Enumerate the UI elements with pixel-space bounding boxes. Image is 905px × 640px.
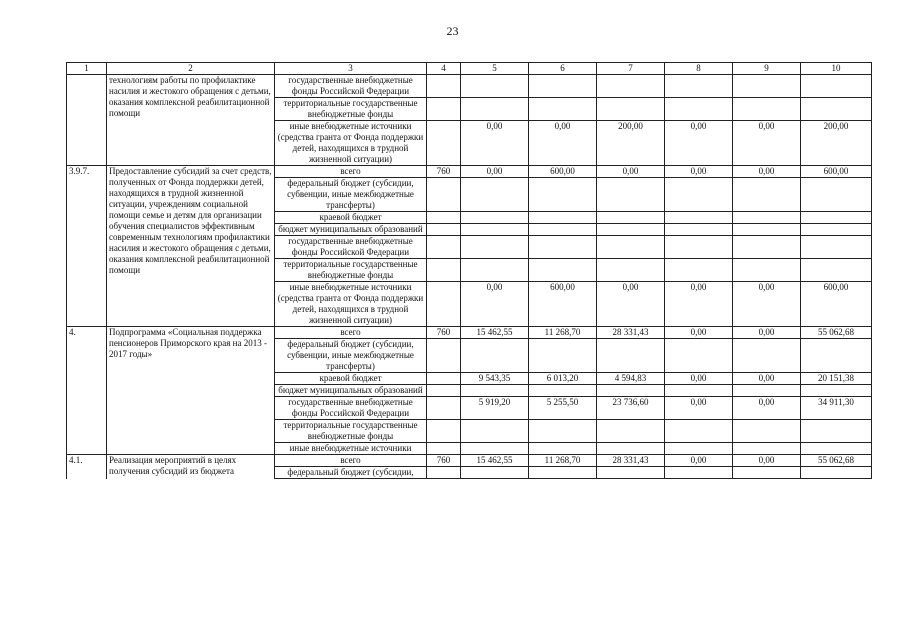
value-cell: [529, 420, 597, 443]
value-cell: 0,00: [733, 455, 801, 467]
value-cell: [801, 178, 872, 212]
value-cell: [665, 212, 733, 224]
value-cell: 55 062,68: [801, 327, 872, 339]
code-cell: [427, 467, 461, 479]
value-cell: 28 331,43: [597, 455, 665, 467]
code-cell: [427, 373, 461, 385]
value-cell: [733, 420, 801, 443]
budget-table: [66, 62, 872, 479]
funding-source-cell: государственные внебюджетные фонды Российской Федерации: [275, 397, 427, 420]
code-cell: [427, 236, 461, 259]
value-cell: [461, 467, 529, 479]
value-cell: [801, 467, 872, 479]
value-cell: [801, 98, 872, 121]
code-cell: 760: [427, 455, 461, 467]
funding-source-cell: государственные внебюджетные фонды Российской Федерации: [275, 236, 427, 259]
value-cell: [801, 212, 872, 224]
value-cell: [801, 443, 872, 455]
value-cell: [733, 98, 801, 121]
value-cell: [529, 236, 597, 259]
funding-source-cell: краевой бюджет: [275, 373, 427, 385]
value-cell: [665, 178, 733, 212]
item-title-cell: Реализация мероприятий в целях получения субсидий из бюджета: [107, 455, 275, 479]
value-cell: 0,00: [665, 397, 733, 420]
value-cell: [461, 236, 529, 259]
value-cell: 600,00: [529, 282, 597, 327]
value-cell: [801, 236, 872, 259]
value-cell: [733, 75, 801, 98]
code-cell: [427, 397, 461, 420]
value-cell: 15 462,55: [461, 327, 529, 339]
value-cell: [597, 212, 665, 224]
value-cell: [597, 420, 665, 443]
column-number-cell: 8: [665, 63, 733, 75]
value-cell: 5 919,20: [461, 397, 529, 420]
funding-source-cell: федеральный бюджет (субсидии, субвенции, иные межбюджетные трансферты): [275, 178, 427, 212]
item-number-cell: 4.1.: [67, 455, 107, 479]
column-number-cell: 7: [597, 63, 665, 75]
value-cell: [665, 443, 733, 455]
column-number-cell: 9: [733, 63, 801, 75]
value-cell: 9 543,35: [461, 373, 529, 385]
value-cell: [733, 385, 801, 397]
value-cell: [529, 75, 597, 98]
value-cell: [665, 224, 733, 236]
value-cell: 600,00: [529, 166, 597, 178]
code-cell: 760: [427, 327, 461, 339]
value-cell: [665, 385, 733, 397]
value-cell: 34 911,30: [801, 397, 872, 420]
value-cell: 5 255,50: [529, 397, 597, 420]
value-cell: [801, 385, 872, 397]
value-cell: [733, 467, 801, 479]
table-row: [67, 75, 872, 98]
code-cell: [427, 178, 461, 212]
value-cell: 4 594,83: [597, 373, 665, 385]
value-cell: 0,00: [665, 455, 733, 467]
value-cell: [461, 178, 529, 212]
item-number-cell: 3.9.7.: [67, 166, 107, 327]
value-cell: [597, 339, 665, 373]
value-cell: 55 062,68: [801, 455, 872, 467]
value-cell: 0,00: [529, 121, 597, 166]
value-cell: [597, 259, 665, 282]
funding-source-cell: всего: [275, 455, 427, 467]
value-cell: [461, 385, 529, 397]
column-number-cell: 2: [107, 63, 275, 75]
value-cell: [665, 259, 733, 282]
table-row: [67, 327, 872, 339]
value-cell: [529, 98, 597, 121]
value-cell: 0,00: [597, 166, 665, 178]
value-cell: 600,00: [801, 282, 872, 327]
value-cell: [461, 224, 529, 236]
item-number-cell: [67, 75, 107, 166]
value-cell: [597, 178, 665, 212]
value-cell: [597, 236, 665, 259]
value-cell: [461, 98, 529, 121]
value-cell: [665, 75, 733, 98]
code-cell: [427, 420, 461, 443]
value-cell: 0,00: [733, 327, 801, 339]
value-cell: [597, 467, 665, 479]
funding-source-cell: государственные внебюджетные фонды Российской Федерации: [275, 75, 427, 98]
funding-source-cell: территориальные государственные внебюджетные фонды: [275, 420, 427, 443]
value-cell: [665, 339, 733, 373]
value-cell: [733, 212, 801, 224]
value-cell: [529, 178, 597, 212]
value-cell: [461, 339, 529, 373]
value-cell: 28 331,43: [597, 327, 665, 339]
value-cell: 200,00: [597, 121, 665, 166]
column-number-cell: 1: [67, 63, 107, 75]
column-number-cell: 10: [801, 63, 872, 75]
value-cell: [801, 75, 872, 98]
funding-source-cell: территориальные государственные внебюджетные фонды: [275, 98, 427, 121]
page-number: 23: [446, 24, 459, 38]
funding-source-cell: иные внебюджетные источники (средства гранта от Фонда поддержки детей, находящихся в трудной жизненной ситуации): [275, 282, 427, 327]
value-cell: 20 151,38: [801, 373, 872, 385]
value-cell: [733, 339, 801, 373]
code-cell: [427, 282, 461, 327]
value-cell: [529, 259, 597, 282]
funding-source-cell: федеральный бюджет (субсидии, субвенции, иные межбюджетные трансферты): [275, 339, 427, 373]
value-cell: [597, 224, 665, 236]
funding-source-cell: иные внебюджетные источники: [275, 443, 427, 455]
value-cell: 0,00: [597, 282, 665, 327]
value-cell: 200,00: [801, 121, 872, 166]
value-cell: 0,00: [733, 373, 801, 385]
value-cell: 11 268,70: [529, 455, 597, 467]
funding-source-cell: бюджет муниципальных образований: [275, 385, 427, 397]
value-cell: 0,00: [733, 282, 801, 327]
code-cell: [427, 75, 461, 98]
value-cell: 600,00: [801, 166, 872, 178]
value-cell: 0,00: [665, 327, 733, 339]
value-cell: [665, 420, 733, 443]
value-cell: 0,00: [665, 121, 733, 166]
table-row: [67, 455, 872, 467]
value-cell: [733, 259, 801, 282]
value-cell: [597, 98, 665, 121]
value-cell: [461, 443, 529, 455]
value-cell: [801, 259, 872, 282]
funding-source-cell: бюджет муниципальных образований: [275, 224, 427, 236]
code-cell: [427, 121, 461, 166]
code-cell: 760: [427, 166, 461, 178]
column-number-cell: 6: [529, 63, 597, 75]
code-cell: [427, 443, 461, 455]
column-number-row: [67, 63, 872, 75]
item-number-cell: 4.: [67, 327, 107, 455]
value-cell: [461, 420, 529, 443]
value-cell: 0,00: [461, 166, 529, 178]
code-cell: [427, 259, 461, 282]
value-cell: [801, 339, 872, 373]
value-cell: 0,00: [733, 166, 801, 178]
item-title-cell: Подпрограмма «Социальная поддержка пенсионеров Приморского края на 2013 - 2017 годы»: [107, 327, 275, 455]
value-cell: [597, 385, 665, 397]
column-number-cell: 3: [275, 63, 427, 75]
value-cell: 0,00: [665, 373, 733, 385]
value-cell: [733, 178, 801, 212]
funding-source-cell: федеральный бюджет (субсидии,: [275, 467, 427, 479]
value-cell: [733, 236, 801, 259]
value-cell: 0,00: [665, 166, 733, 178]
value-cell: [801, 224, 872, 236]
value-cell: [665, 467, 733, 479]
value-cell: [665, 236, 733, 259]
value-cell: [461, 75, 529, 98]
funding-source-cell: иные внебюджетные источники (средства гранта от Фонда поддержки детей, находящихся в трудной жизненной ситуации): [275, 121, 427, 166]
column-number-cell: 4: [427, 63, 461, 75]
value-cell: 0,00: [733, 121, 801, 166]
value-cell: 0,00: [461, 282, 529, 327]
table-body: [67, 63, 872, 479]
value-cell: [597, 75, 665, 98]
funding-source-cell: всего: [275, 327, 427, 339]
value-cell: [529, 443, 597, 455]
code-cell: [427, 98, 461, 121]
value-cell: [665, 98, 733, 121]
funding-source-cell: краевой бюджет: [275, 212, 427, 224]
value-cell: 23 736,60: [597, 397, 665, 420]
value-cell: 15 462,55: [461, 455, 529, 467]
value-cell: [461, 212, 529, 224]
item-title-cell: технологиям работы по профилактике насилия и жестокого обращения с детьми, оказания комплексной реабилитационной помощи: [107, 75, 275, 166]
code-cell: [427, 385, 461, 397]
value-cell: [733, 443, 801, 455]
value-cell: [529, 467, 597, 479]
value-cell: 0,00: [665, 282, 733, 327]
value-cell: 0,00: [733, 397, 801, 420]
code-cell: [427, 224, 461, 236]
code-cell: [427, 212, 461, 224]
value-cell: [529, 339, 597, 373]
item-title-cell: Предоставление субсидий за счет средств, полученных от Фонда поддержки детей, находящихся в трудной жизненной ситуации, учреждениям социальной помощи семье и детям для организации обучения специалистов эффективным современным технологиям профилактики насилия и жестокого обращения с детьми, оказания комплексной реабилитационной помощи: [107, 166, 275, 327]
funding-source-cell: всего: [275, 166, 427, 178]
value-cell: 11 268,70: [529, 327, 597, 339]
value-cell: [529, 385, 597, 397]
funding-source-cell: территориальные государственные внебюджетные фонды: [275, 259, 427, 282]
value-cell: [597, 443, 665, 455]
value-cell: 6 013,20: [529, 373, 597, 385]
code-cell: [427, 339, 461, 373]
column-number-cell: 5: [461, 63, 529, 75]
value-cell: 0,00: [461, 121, 529, 166]
table-row: [67, 166, 872, 178]
value-cell: [529, 212, 597, 224]
value-cell: [733, 224, 801, 236]
value-cell: [461, 259, 529, 282]
value-cell: [529, 224, 597, 236]
value-cell: [801, 420, 872, 443]
